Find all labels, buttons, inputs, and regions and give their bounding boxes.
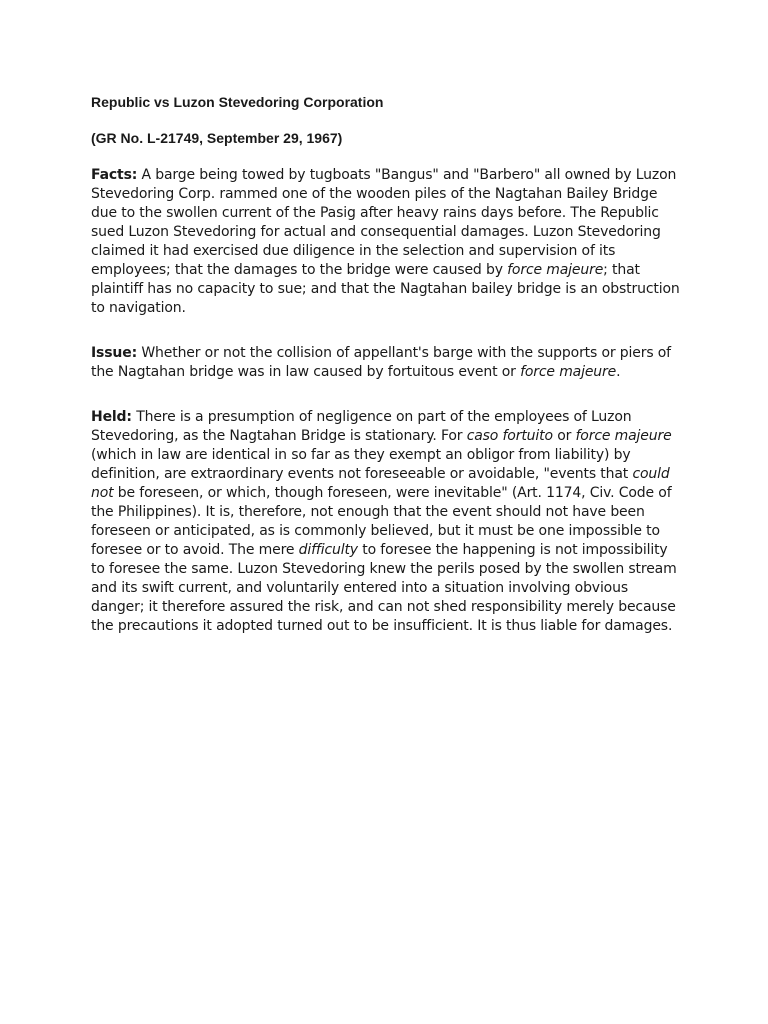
issue-paragraph <box>91 344 681 382</box>
held-text-3: (which in law are identical in so far as they exempt an obligor from liability) by definition, are extraordinary events not foreseeable or avoidable, "events that <box>91 447 633 482</box>
facts-label: Facts: <box>91 167 138 183</box>
held-italic-force-majeure: force majeure <box>575 428 672 444</box>
issue-label: Issue: <box>91 345 138 361</box>
held-italic-caso-fortuito: caso fortuito <box>466 428 553 444</box>
held-text-5: to foresee the happening is not impossibility to foresee the same. Luzon Stevedoring knew the perils posed by the swollen stream and its swift current, and voluntarily entered into a situation involving obvious danger; it therefore assured the risk, and can not shed responsibility merely because the precautions it adopted turned out to be insufficient. It is thus liable for damages. <box>91 542 677 634</box>
facts-text-end: ; that plaintiff has no capacity to sue; and that the Nagtahan bailey bridge is an obstruction to navigation. <box>91 262 680 316</box>
case-citation: (GR No. L-21749, September 29, 1967) <box>91 130 343 146</box>
issue-italic-term: force majeure <box>520 364 617 380</box>
held-paragraph <box>91 408 681 636</box>
held-text-4: be foreseen, or which, though foreseen, were inevitable" (Art. 1174, Civ. Code of the Philippines). It is, therefore, not enough that the event should not have been foreseen or anticipated, as is commonly believed, but it must be one impossible to foresee or to avoid. The mere <box>91 485 672 558</box>
document-page <box>91 92 681 636</box>
held-italic-could-not: could not <box>91 466 670 501</box>
held-text-2: or <box>552 428 576 444</box>
facts-text: A barge being towed by tugboats "Bangus" and "Barbero" all owned by Luzon Stevedoring Corp. rammed one of the wooden piles of the Nagtahan Bailey Bridge due to the swollen current of the Pasig after heavy rains days before. The Republic sued Luzon Stevedoring for actual and consequential damages. Luzon Stevedoring claimed it had exercised due diligence in the selection and supervision of its employees; that the damages to the bridge were caused by <box>91 167 677 278</box>
held-label: Held: <box>91 409 132 425</box>
facts-italic-term: force majeure <box>507 262 604 278</box>
held-italic-difficulty: difficulty <box>298 542 358 558</box>
document-title: Republic vs Luzon Stevedoring Corporation <box>91 94 384 110</box>
issue-text: Whether or not the collision of appellant's barge with the supports or piers of the Nagtahan bridge was in law caused by fortuitous event or <box>91 345 671 380</box>
held-text-1: There is a presumption of negligence on part of the employees of Luzon Stevedoring, as the Nagtahan Bridge is stationary. For <box>91 409 632 444</box>
issue-text-end: . <box>616 364 621 380</box>
facts-paragraph <box>91 166 681 318</box>
